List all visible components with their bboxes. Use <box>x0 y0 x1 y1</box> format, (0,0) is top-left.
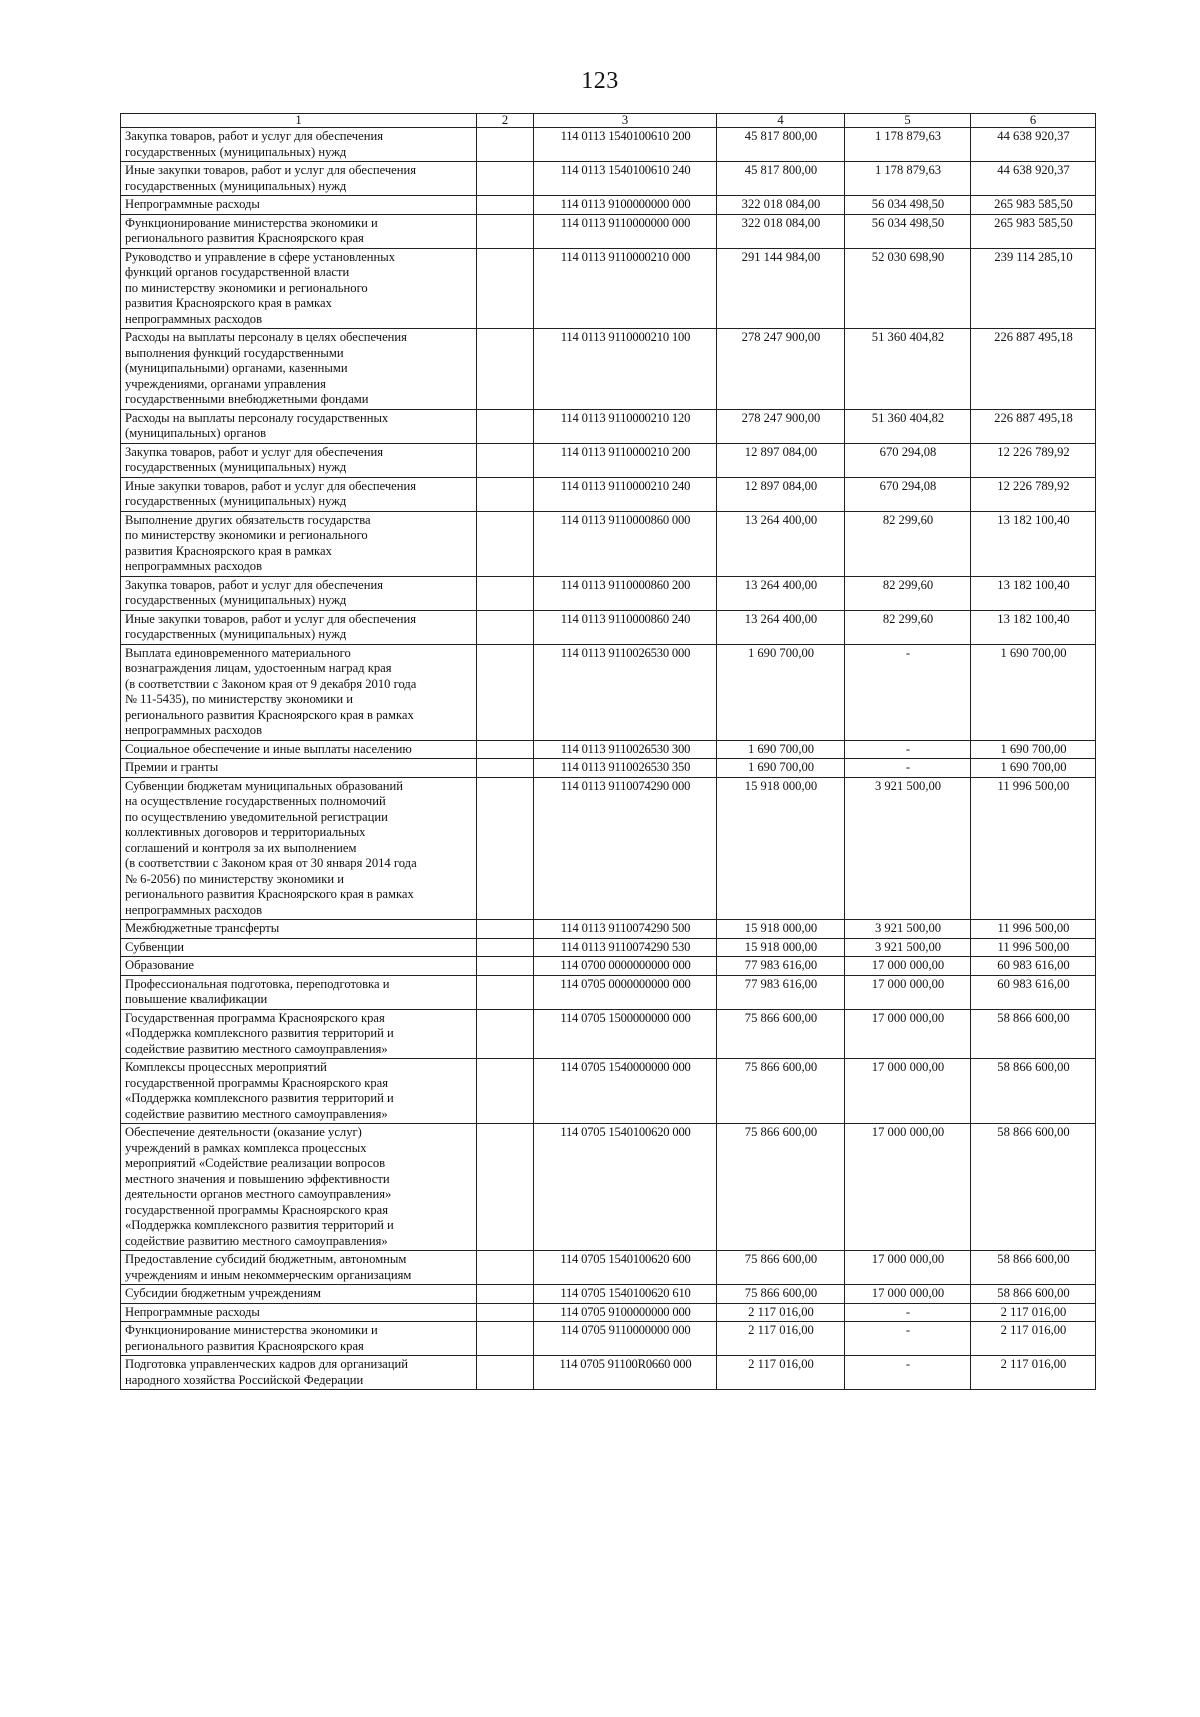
row-name-cell: Предоставление субсидий бюджетным, автономным учреждениям и иным некоммерческим организациям <box>121 1251 477 1285</box>
row-value-6-cell: 11 996 500,00 <box>971 920 1096 939</box>
row-empty-cell <box>477 938 534 957</box>
row-code-cell: 114 0113 9110000210 000 <box>534 248 717 329</box>
row-empty-cell <box>477 975 534 1009</box>
budget-table-container <box>120 113 1095 1390</box>
row-value-5-cell: 3 921 500,00 <box>845 938 971 957</box>
table-row <box>121 248 1096 329</box>
row-name-cell: Выполнение других обязательств государства по министерству экономики и регионального развития Красноярского края в рамках непрограммных расходов <box>121 511 477 576</box>
row-code-cell: 114 0705 1540100620 000 <box>534 1124 717 1251</box>
row-code-cell: 114 0113 9110074290 530 <box>534 938 717 957</box>
row-empty-cell <box>477 477 534 511</box>
row-empty-cell <box>477 1251 534 1285</box>
row-value-4-cell: 1 690 700,00 <box>717 644 845 740</box>
row-value-5-cell: - <box>845 1322 971 1356</box>
budget-table <box>120 113 1096 1390</box>
table-row <box>121 1322 1096 1356</box>
row-value-5-cell: 17 000 000,00 <box>845 1285 971 1304</box>
row-code-cell: 114 0113 1540100610 240 <box>534 162 717 196</box>
row-code-cell: 114 0705 1500000000 000 <box>534 1009 717 1059</box>
row-value-5-cell: 17 000 000,00 <box>845 1124 971 1251</box>
row-value-6-cell: 11 996 500,00 <box>971 777 1096 920</box>
row-value-6-cell: 226 887 495,18 <box>971 329 1096 410</box>
row-value-6-cell: 265 983 585,50 <box>971 196 1096 215</box>
row-value-5-cell: - <box>845 1303 971 1322</box>
table-row <box>121 443 1096 477</box>
row-name-cell: Закупка товаров, работ и услуг для обеспечения государственных (муниципальных) нужд <box>121 443 477 477</box>
row-value-4-cell: 77 983 616,00 <box>717 975 845 1009</box>
row-value-4-cell: 77 983 616,00 <box>717 957 845 976</box>
row-empty-cell <box>477 1303 534 1322</box>
row-value-4-cell: 75 866 600,00 <box>717 1124 845 1251</box>
row-empty-cell <box>477 920 534 939</box>
row-name-cell: Субсидии бюджетным учреждениям <box>121 1285 477 1304</box>
row-value-6-cell: 226 887 495,18 <box>971 409 1096 443</box>
row-empty-cell <box>477 1009 534 1059</box>
row-code-cell: 114 0113 1540100610 200 <box>534 128 717 162</box>
column-header-5: 5 <box>845 114 971 128</box>
row-value-6-cell: 11 996 500,00 <box>971 938 1096 957</box>
row-value-5-cell: 3 921 500,00 <box>845 777 971 920</box>
row-value-5-cell: 17 000 000,00 <box>845 1251 971 1285</box>
row-value-6-cell: 2 117 016,00 <box>971 1356 1096 1390</box>
row-name-cell: Расходы на выплаты персоналу в целях обеспечения выполнения функций государственными (муниципальными) органами, казенными учреждениями, органами управления государственными внебюджетными фондами <box>121 329 477 410</box>
row-value-5-cell: 56 034 498,50 <box>845 196 971 215</box>
row-name-cell: Премии и гранты <box>121 759 477 778</box>
row-value-6-cell: 44 638 920,37 <box>971 162 1096 196</box>
row-value-5-cell: 51 360 404,82 <box>845 329 971 410</box>
table-row <box>121 1356 1096 1390</box>
row-value-4-cell: 45 817 800,00 <box>717 128 845 162</box>
row-value-4-cell: 75 866 600,00 <box>717 1059 845 1124</box>
table-row <box>121 128 1096 162</box>
row-code-cell: 114 0705 0000000000 000 <box>534 975 717 1009</box>
row-value-6-cell: 58 866 600,00 <box>971 1285 1096 1304</box>
row-value-4-cell: 1 690 700,00 <box>717 759 845 778</box>
row-value-6-cell: 58 866 600,00 <box>971 1251 1096 1285</box>
row-value-4-cell: 15 918 000,00 <box>717 938 845 957</box>
row-value-4-cell: 45 817 800,00 <box>717 162 845 196</box>
table-row <box>121 644 1096 740</box>
row-value-4-cell: 322 018 084,00 <box>717 214 845 248</box>
row-empty-cell <box>477 409 534 443</box>
row-empty-cell <box>477 777 534 920</box>
row-name-cell: Комплексы процессных мероприятий государственной программы Красноярского края «Поддержка комплексного развития территорий и содействие развитию местного самоуправления» <box>121 1059 477 1124</box>
row-value-4-cell: 12 897 084,00 <box>717 443 845 477</box>
row-value-4-cell: 278 247 900,00 <box>717 329 845 410</box>
row-name-cell: Межбюджетные трансферты <box>121 920 477 939</box>
row-code-cell: 114 0700 0000000000 000 <box>534 957 717 976</box>
table-row <box>121 740 1096 759</box>
row-empty-cell <box>477 511 534 576</box>
row-value-4-cell: 2 117 016,00 <box>717 1303 845 1322</box>
row-value-6-cell: 1 690 700,00 <box>971 759 1096 778</box>
row-value-6-cell: 2 117 016,00 <box>971 1322 1096 1356</box>
row-code-cell: 114 0113 9110000210 200 <box>534 443 717 477</box>
table-row <box>121 957 1096 976</box>
table-row <box>121 938 1096 957</box>
row-name-cell: Иные закупки товаров, работ и услуг для обеспечения государственных (муниципальных) нужд <box>121 477 477 511</box>
table-row <box>121 759 1096 778</box>
row-value-4-cell: 278 247 900,00 <box>717 409 845 443</box>
row-empty-cell <box>477 1124 534 1251</box>
row-code-cell: 114 0113 9110000860 200 <box>534 576 717 610</box>
table-row <box>121 162 1096 196</box>
header-row <box>121 114 1096 128</box>
row-code-cell: 114 0705 91100R0660 000 <box>534 1356 717 1390</box>
table-row <box>121 1124 1096 1251</box>
row-code-cell: 114 0113 9110000210 120 <box>534 409 717 443</box>
row-value-5-cell: - <box>845 759 971 778</box>
row-name-cell: Субвенции <box>121 938 477 957</box>
row-value-4-cell: 13 264 400,00 <box>717 511 845 576</box>
row-name-cell: Иные закупки товаров, работ и услуг для обеспечения государственных (муниципальных) нужд <box>121 610 477 644</box>
table-row <box>121 1059 1096 1124</box>
row-value-4-cell: 13 264 400,00 <box>717 576 845 610</box>
row-empty-cell <box>477 248 534 329</box>
table-row <box>121 777 1096 920</box>
row-empty-cell <box>477 610 534 644</box>
row-code-cell: 114 0113 9110000000 000 <box>534 214 717 248</box>
column-header-1: 1 <box>121 114 477 128</box>
table-row <box>121 1251 1096 1285</box>
row-name-cell: Непрограммные расходы <box>121 1303 477 1322</box>
row-value-4-cell: 322 018 084,00 <box>717 196 845 215</box>
row-value-5-cell: 17 000 000,00 <box>845 957 971 976</box>
row-value-6-cell: 60 983 616,00 <box>971 975 1096 1009</box>
row-code-cell: 114 0113 9110026530 350 <box>534 759 717 778</box>
row-name-cell: Государственная программа Красноярского края «Поддержка комплексного развития территорий и содействие развитию местного самоуправления» <box>121 1009 477 1059</box>
row-value-4-cell: 75 866 600,00 <box>717 1251 845 1285</box>
row-value-6-cell: 12 226 789,92 <box>971 443 1096 477</box>
row-value-5-cell: 670 294,08 <box>845 477 971 511</box>
row-code-cell: 114 0113 9100000000 000 <box>534 196 717 215</box>
row-code-cell: 114 0705 1540000000 000 <box>534 1059 717 1124</box>
column-header-4: 4 <box>717 114 845 128</box>
row-empty-cell <box>477 443 534 477</box>
row-code-cell: 114 0113 9110000210 100 <box>534 329 717 410</box>
row-name-cell: Непрограммные расходы <box>121 196 477 215</box>
row-value-4-cell: 75 866 600,00 <box>717 1009 845 1059</box>
row-value-5-cell: 3 921 500,00 <box>845 920 971 939</box>
row-value-6-cell: 13 182 100,40 <box>971 511 1096 576</box>
row-value-6-cell: 58 866 600,00 <box>971 1059 1096 1124</box>
row-value-5-cell: 51 360 404,82 <box>845 409 971 443</box>
row-value-6-cell: 265 983 585,50 <box>971 214 1096 248</box>
row-empty-cell <box>477 1322 534 1356</box>
row-empty-cell <box>477 759 534 778</box>
row-value-5-cell: 1 178 879,63 <box>845 128 971 162</box>
row-value-5-cell: - <box>845 740 971 759</box>
row-value-5-cell: - <box>845 1356 971 1390</box>
row-name-cell: Подготовка управленческих кадров для организаций народного хозяйства Российской Федерации <box>121 1356 477 1390</box>
row-name-cell: Выплата единовременного материального вознаграждения лицам, удостоенным наград края (в соответствии с Законом края от 9 декабря 2010 года № 11-5435), по министерству экономики и регионального развития Красноярского края в рамках непрограммных расходов <box>121 644 477 740</box>
row-empty-cell <box>477 1059 534 1124</box>
row-value-5-cell: 1 178 879,63 <box>845 162 971 196</box>
row-value-4-cell: 291 144 984,00 <box>717 248 845 329</box>
row-value-6-cell: 2 117 016,00 <box>971 1303 1096 1322</box>
row-name-cell: Субвенции бюджетам муниципальных образований на осуществление государственных полномочий по осуществлению уведомительной регистрации коллективных договоров и территориальных соглашений и контроля за их выполнением (в соответствии с Законом края от 30 января 2014 года № 6-2056) по министерству экономики и регионального развития Красноярского края в рамках непрограммных расходов <box>121 777 477 920</box>
table-row <box>121 214 1096 248</box>
row-value-5-cell: 56 034 498,50 <box>845 214 971 248</box>
row-value-5-cell: 82 299,60 <box>845 576 971 610</box>
row-empty-cell <box>477 644 534 740</box>
row-value-6-cell: 44 638 920,37 <box>971 128 1096 162</box>
table-row <box>121 920 1096 939</box>
row-empty-cell <box>477 162 534 196</box>
row-empty-cell <box>477 214 534 248</box>
row-value-6-cell: 239 114 285,10 <box>971 248 1096 329</box>
row-name-cell: Профессиональная подготовка, переподготовка и повышение квалификации <box>121 975 477 1009</box>
table-row <box>121 975 1096 1009</box>
row-value-6-cell: 1 690 700,00 <box>971 740 1096 759</box>
table-row <box>121 477 1096 511</box>
row-code-cell: 114 0113 9110000210 240 <box>534 477 717 511</box>
table-row <box>121 511 1096 576</box>
row-name-cell: Закупка товаров, работ и услуг для обеспечения государственных (муниципальных) нужд <box>121 128 477 162</box>
row-value-6-cell: 58 866 600,00 <box>971 1009 1096 1059</box>
row-value-4-cell: 2 117 016,00 <box>717 1322 845 1356</box>
table-row <box>121 1285 1096 1304</box>
row-code-cell: 114 0113 9110074290 000 <box>534 777 717 920</box>
row-code-cell: 114 0113 9110026530 300 <box>534 740 717 759</box>
row-code-cell: 114 0705 1540100620 610 <box>534 1285 717 1304</box>
row-empty-cell <box>477 957 534 976</box>
row-name-cell: Образование <box>121 957 477 976</box>
row-value-6-cell: 1 690 700,00 <box>971 644 1096 740</box>
table-body <box>121 128 1096 1390</box>
row-code-cell: 114 0705 1540100620 600 <box>534 1251 717 1285</box>
row-name-cell: Закупка товаров, работ и услуг для обеспечения государственных (муниципальных) нужд <box>121 576 477 610</box>
row-name-cell: Функционирование министерства экономики и регионального развития Красноярского края <box>121 214 477 248</box>
row-name-cell: Обеспечение деятельности (оказание услуг) учреждений в рамках комплекса процессных мероприятий «Содействие реализации вопросов местного значения и повышению эффективности деятельности органов местного самоуправления» государственной программы Красноярского края «Поддержка комплексного развития территорий и содействие развитию местного самоуправления» <box>121 1124 477 1251</box>
row-value-5-cell: 82 299,60 <box>845 511 971 576</box>
page-number: 123 <box>581 68 619 94</box>
row-name-cell: Расходы на выплаты персоналу государственных (муниципальных) органов <box>121 409 477 443</box>
row-value-4-cell: 12 897 084,00 <box>717 477 845 511</box>
row-code-cell: 114 0705 9110000000 000 <box>534 1322 717 1356</box>
row-value-6-cell: 60 983 616,00 <box>971 957 1096 976</box>
row-value-4-cell: 1 690 700,00 <box>717 740 845 759</box>
row-empty-cell <box>477 329 534 410</box>
row-value-4-cell: 75 866 600,00 <box>717 1285 845 1304</box>
row-name-cell: Иные закупки товаров, работ и услуг для обеспечения государственных (муниципальных) нужд <box>121 162 477 196</box>
table-row <box>121 610 1096 644</box>
table-row <box>121 576 1096 610</box>
row-value-4-cell: 2 117 016,00 <box>717 1356 845 1390</box>
row-value-4-cell: 13 264 400,00 <box>717 610 845 644</box>
row-empty-cell <box>477 1356 534 1390</box>
row-value-5-cell: 17 000 000,00 <box>845 1059 971 1124</box>
row-name-cell: Социальное обеспечение и иные выплаты населению <box>121 740 477 759</box>
column-header-2: 2 <box>477 114 534 128</box>
row-empty-cell <box>477 576 534 610</box>
row-name-cell: Функционирование министерства экономики и регионального развития Красноярского края <box>121 1322 477 1356</box>
row-value-4-cell: 15 918 000,00 <box>717 777 845 920</box>
row-value-5-cell: 52 030 698,90 <box>845 248 971 329</box>
row-value-5-cell: 670 294,08 <box>845 443 971 477</box>
row-value-6-cell: 13 182 100,40 <box>971 610 1096 644</box>
row-value-5-cell: 17 000 000,00 <box>845 1009 971 1059</box>
row-value-5-cell: 82 299,60 <box>845 610 971 644</box>
row-empty-cell <box>477 1285 534 1304</box>
column-header-3: 3 <box>534 114 717 128</box>
row-empty-cell <box>477 196 534 215</box>
row-code-cell: 114 0113 9110026530 000 <box>534 644 717 740</box>
row-code-cell: 114 0705 9100000000 000 <box>534 1303 717 1322</box>
table-row <box>121 1009 1096 1059</box>
row-value-6-cell: 12 226 789,92 <box>971 477 1096 511</box>
row-value-6-cell: 13 182 100,40 <box>971 576 1096 610</box>
row-value-4-cell: 15 918 000,00 <box>717 920 845 939</box>
table-row <box>121 196 1096 215</box>
row-empty-cell <box>477 740 534 759</box>
row-value-5-cell: - <box>845 644 971 740</box>
table-row <box>121 1303 1096 1322</box>
row-code-cell: 114 0113 9110000860 000 <box>534 511 717 576</box>
column-header-6: 6 <box>971 114 1096 128</box>
row-name-cell: Руководство и управление в сфере установленных функций органов государственной власти по министерству экономики и регионального развития Красноярского края в рамках непрограммных расходов <box>121 248 477 329</box>
row-code-cell: 114 0113 9110000860 240 <box>534 610 717 644</box>
row-value-5-cell: 17 000 000,00 <box>845 975 971 1009</box>
row-value-6-cell: 58 866 600,00 <box>971 1124 1096 1251</box>
table-row <box>121 409 1096 443</box>
row-empty-cell <box>477 128 534 162</box>
row-code-cell: 114 0113 9110074290 500 <box>534 920 717 939</box>
table-row <box>121 329 1096 410</box>
